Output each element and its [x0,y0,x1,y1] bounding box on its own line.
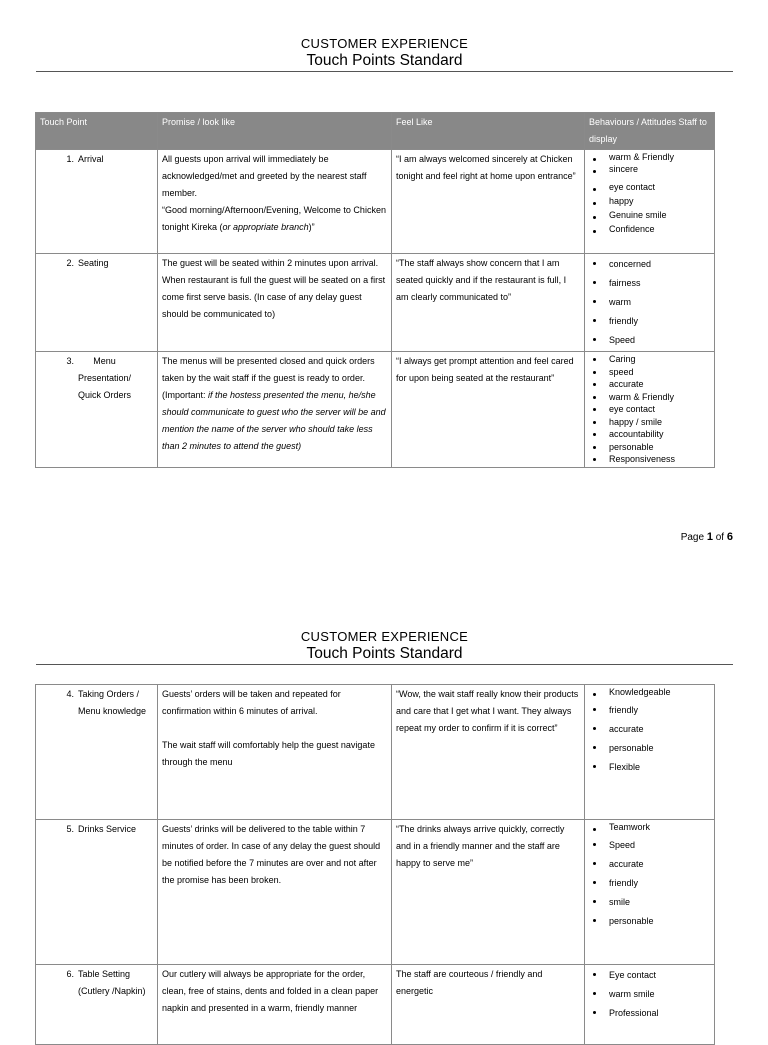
list-item: friendly [589,312,710,331]
touch-point-name: Arrival [78,154,104,164]
behaviours-cell [585,820,715,965]
page2-header-rule [36,664,733,665]
list-item: fairness [589,274,710,293]
list-item: friendly [589,701,710,720]
list-item: Confidence [589,223,710,235]
table-row [36,352,715,468]
col-header-behaviours: Behaviours / Attitudes Staff to display [585,113,715,150]
row-number: 3. [66,356,74,366]
touch-point-cell [36,965,158,1045]
behaviours-list [589,686,710,777]
page1-touch-points-table [35,112,715,468]
list-item: eye contact [589,403,710,416]
list-item: smile [589,893,710,912]
touch-point-name: Drinks Service [78,824,137,834]
page1-header-sup: CUSTOMER EXPERIENCE [300,36,469,51]
feel-like-cell: “I am always welcomed sincerely at Chicken tonight and feel right at home upon entrance” [392,150,585,254]
list-item: personable [589,912,710,931]
row-number: 2. [66,258,74,268]
table-row [36,685,715,820]
page2-header [36,629,733,663]
touch-point-name: Table Setting (Cutlery /Napkin) [78,969,146,996]
list-item: speed [589,366,710,379]
page2-header-title: Touch Points Standard [306,645,463,662]
list-item: Speed [589,331,710,350]
page2-header-sup: CUSTOMER EXPERIENCE [300,629,469,644]
list-item: personable [589,441,710,454]
page-number: Page 1 of 6 [680,531,733,543]
promise-text: Guests’ orders will be taken and repeated for confirmation within 6 minutes of arrival. [162,689,341,716]
page1-header-title: Touch Points Standard [306,52,463,69]
list-item: Eye contact [589,966,710,985]
list-item: friendly [589,874,710,893]
promise-text-2: The wait staff will comfortably help the guest navigate through the menu [162,740,375,767]
promise-cell: Guests’ drinks will be delivered to the table within 7 minutes of order. In case of any delay the guest should be notified before the 7 minutes are over and not after the promise has been broken. [158,820,392,965]
promise-greeting: “Good morning/Afternoon/Evening, Welcome to Chicken tonight Kireka (or appropriate branch)” [162,205,386,232]
promise-cell [158,685,392,820]
list-item: Knowledgeable [589,686,710,698]
list-item: happy [589,195,710,207]
promise-text: The menus will be presented closed and quick orders taken by the wait staff if the guest is ready to order. (Important: [162,356,375,400]
list-item: Flexible [589,758,710,777]
col-header-feel-like: Feel Like [392,113,585,150]
touch-point-name: Menu Presentation/ Quick Orders [78,356,132,400]
list-item: accurate [589,855,710,874]
promise-text: All guests upon arrival will immediately be acknowledged/met and greeted by the nearest staff member. [162,154,367,198]
promise-cell: The guest will be seated within 2 minutes upon arrival. When restaurant is full the guest will be seated on a first come first serve basis. (In case of any delay guest should be communicated to) [158,254,392,352]
table-row [36,965,715,1045]
list-item: happy / smile [589,416,710,429]
behaviours-cell [585,352,715,468]
row-number: 5. [66,824,74,834]
list-item: sincere [589,163,710,175]
feel-like-cell: “I always get prompt attention and feel cared for upon being seated at the restaurant” [392,352,585,468]
promise-cell [158,352,392,468]
list-item: concerned [589,255,710,274]
list-item: warm smile [589,985,710,1004]
list-item: warm & Friendly [589,391,710,404]
list-item: eye contact [589,181,710,193]
touch-point-cell [36,150,158,254]
list-item: Genuine smile [589,209,710,221]
row-number: 6. [66,969,74,979]
behaviours-list [589,255,710,350]
list-item: accountability [589,428,710,441]
touch-point-name: Taking Orders / Menu knowledge [78,689,147,716]
col-header-promise: Promise / look like [158,113,392,150]
list-item: accurate [589,378,710,391]
behaviours-list [589,353,710,466]
list-item: Speed [589,836,710,855]
behaviours-cell [585,254,715,352]
feel-like-cell: The staff are courteous / friendly and energetic [392,965,585,1045]
col-header-touch-point: Touch Point [36,113,158,150]
touch-point-cell [36,352,158,468]
feel-like-cell: “The staff always show concern that I am seated quickly and if the restaurant is full, I am clearly communicated to” [392,254,585,352]
row-number: 4. [66,689,74,699]
behaviours-cell [585,685,715,820]
behaviours-list [589,151,710,235]
behaviours-cell [585,150,715,254]
table-row [36,150,715,254]
list-item: accurate [589,720,710,739]
touch-point-name: Seating [78,258,109,268]
behaviours-cell [585,965,715,1045]
promise-cell [158,150,392,254]
table-row [36,820,715,965]
feel-like-cell: “The drinks always arrive quickly, correctly and in a friendly manner and the staff are happy to serve me” [392,820,585,965]
list-item: personable [589,739,710,758]
touch-point-cell [36,254,158,352]
feel-like-cell: “Wow, the wait staff really know their products and care that I get what I want. They always repeat my order to confirm if it is correct” [392,685,585,820]
list-item: Caring [589,353,710,366]
touch-point-cell [36,820,158,965]
row-number: 1. [66,154,74,164]
table-row [36,254,715,352]
promise-cell: Our cutlery will always be appropriate for the order, clean, free of stains, dents and folded in a clean paper napkin and presented in a warm, friendly manner [158,965,392,1045]
list-item: warm [589,293,710,312]
list-item: Professional [589,1004,710,1023]
page2-touch-points-table [35,684,715,1045]
behaviours-list [589,821,710,931]
page1-header-rule [36,71,733,72]
list-item: Teamwork [589,821,710,833]
list-item: Responsiveness [589,453,710,466]
list-item: warm & Friendly [589,151,710,163]
touch-point-cell [36,685,158,820]
table-header-row [36,113,715,150]
page1-header [36,36,733,70]
promise-important-note: if the hostess presented the menu, he/she should communicate to guest who the server will be and mention the name of the server who should take less than 2 minutes to attend the guest) [162,390,386,451]
behaviours-list [589,966,710,1023]
